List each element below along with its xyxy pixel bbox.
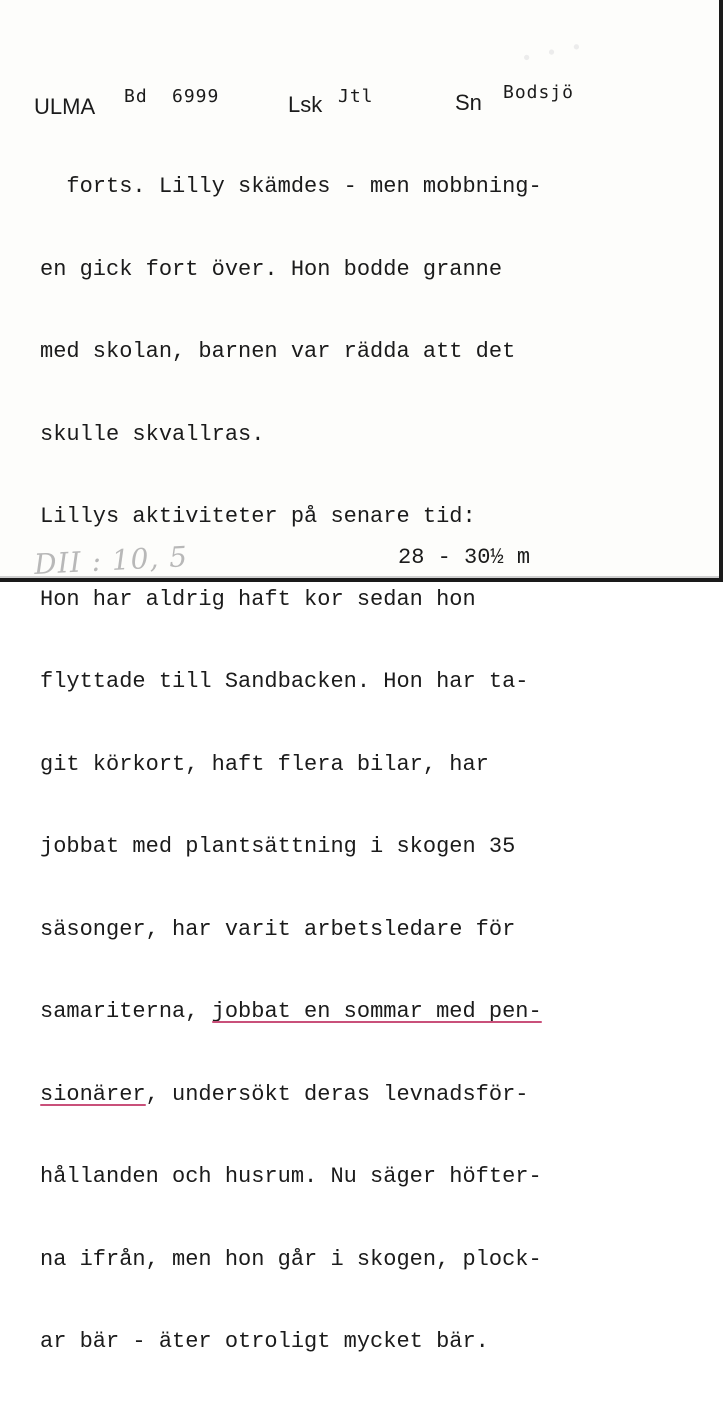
text-line: git körkort, haft flera bilar, har xyxy=(40,751,489,777)
bd-value: 6999 xyxy=(172,86,220,107)
text-line: flyttade till Sandbacken. Hon har ta- xyxy=(40,669,529,694)
text-line: skulle skvallras. xyxy=(40,421,265,447)
text-line: ar bär - äter otroligt mycket bär. xyxy=(40,1329,489,1354)
text-line: hållanden och husrum. Nu säger höfter- xyxy=(40,1164,542,1189)
text-line: Lillys aktiviteter på senare tid: xyxy=(40,504,476,529)
handwritten-reference: DII : 10, 5 xyxy=(33,539,189,582)
text-line: med skolan, barnen var rädda att det xyxy=(40,339,516,364)
bd-label: Bd xyxy=(124,86,148,107)
text-segment: samariterna, xyxy=(40,999,212,1024)
archive-label: ULMA xyxy=(34,94,96,119)
text-line: forts. Lilly skämdes - men mobbning- xyxy=(40,174,542,199)
underlined-text: jobbat en sommar med pen- xyxy=(211,999,542,1024)
sn-value: Bodsjö xyxy=(503,82,575,103)
lsk-value: Jtl xyxy=(338,86,374,107)
text-line: na ifrån, men hon går i skogen, plock- xyxy=(40,1246,542,1272)
card-body-text xyxy=(40,118,700,1411)
lsk-label: Lsk xyxy=(288,92,323,117)
text-line: en gick fort över. Hon bodde granne xyxy=(40,256,503,282)
page-range: 28 - 30½ m xyxy=(398,545,531,570)
text-line: Hon har aldrig haft kor sedan hon xyxy=(40,586,476,612)
text-line xyxy=(40,1081,700,1109)
text-line: säsonger, har varit arbetsledare för xyxy=(40,916,516,942)
text-segment: , undersökt deras levnadsför- xyxy=(145,1081,529,1107)
underlined-text: sionärer xyxy=(40,1081,146,1107)
text-line: jobbat med plantsättning i skogen 35 xyxy=(40,834,516,859)
sn-label: Sn xyxy=(455,90,482,115)
text-line xyxy=(40,998,700,1026)
bleed-through-marks: · · · xyxy=(515,23,588,83)
